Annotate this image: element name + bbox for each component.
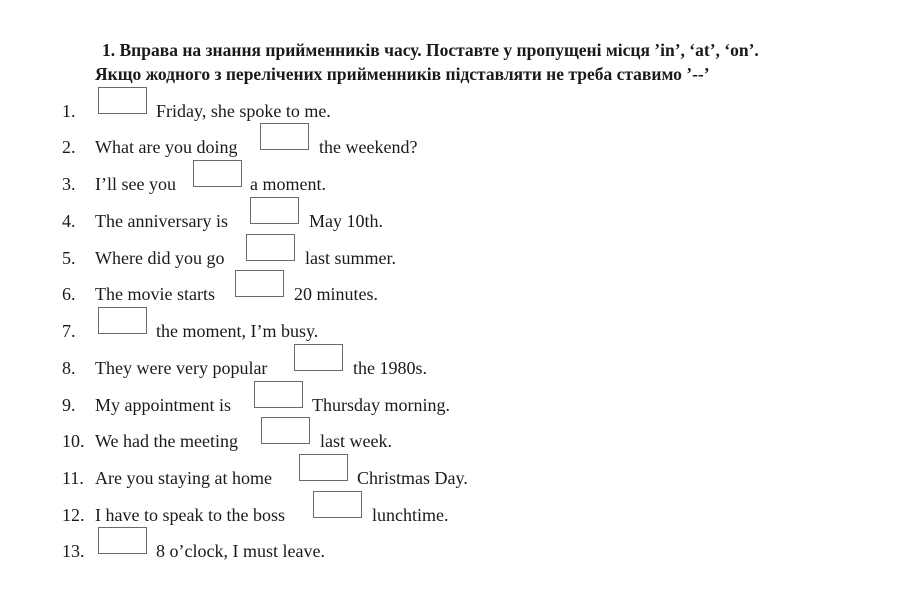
- item-number: 3.: [62, 174, 76, 194]
- item-text-before: What are you doing: [95, 137, 238, 157]
- item-text-before: I have to speak to the boss: [95, 505, 285, 525]
- answer-blank-6[interactable]: [235, 270, 284, 297]
- item-text-before: My appointment is: [95, 395, 231, 415]
- item-text-before: They were very popular: [95, 358, 268, 378]
- item-number: 13.: [62, 541, 85, 561]
- item-text-after: Thursday morning.: [312, 395, 450, 415]
- item-number: 1.: [62, 101, 76, 121]
- answer-blank-7[interactable]: [98, 307, 147, 334]
- answer-blank-11[interactable]: [299, 454, 348, 481]
- item-text-after: 8 o’clock, I must leave.: [156, 541, 325, 561]
- answer-blank-1[interactable]: [98, 87, 147, 114]
- item-number: 11.: [62, 468, 84, 488]
- item-number: 2.: [62, 137, 76, 157]
- item-text-after: 20 minutes.: [294, 284, 378, 304]
- item-text-after: the 1980s.: [353, 358, 427, 378]
- item-number: 5.: [62, 248, 76, 268]
- item-text-after: the weekend?: [319, 137, 418, 157]
- item-text-after: lunchtime.: [372, 505, 449, 525]
- item-text-before: Are you staying at home: [95, 468, 272, 488]
- item-text-before: The movie starts: [95, 284, 215, 304]
- answer-blank-2[interactable]: [260, 123, 309, 150]
- exercise-instruction: Якщо жодного з перелічених прийменників підставляти не треба ставимо ’--’: [95, 64, 710, 84]
- item-text-after: Christmas Day.: [357, 468, 468, 488]
- item-text-before: Where did you go: [95, 248, 225, 268]
- item-number: 10.: [62, 431, 85, 451]
- item-text-after: the moment, I’m busy.: [156, 321, 319, 341]
- item-number: 9.: [62, 395, 76, 415]
- answer-blank-4[interactable]: [250, 197, 299, 224]
- item-text-after: Friday, she spoke to me.: [156, 101, 331, 121]
- item-number: 7.: [62, 321, 76, 341]
- answer-blank-9[interactable]: [254, 381, 303, 408]
- item-text-after: last summer.: [305, 248, 396, 268]
- answer-blank-3[interactable]: [193, 160, 242, 187]
- answer-blank-13[interactable]: [98, 527, 147, 554]
- answer-blank-8[interactable]: [294, 344, 343, 371]
- item-number: 8.: [62, 358, 76, 378]
- item-number: 6.: [62, 284, 76, 304]
- item-number: 12.: [62, 505, 85, 525]
- item-text-before: We had the meeting: [95, 431, 238, 451]
- answer-blank-10[interactable]: [261, 417, 310, 444]
- item-number: 4.: [62, 211, 76, 231]
- item-text-after: May 10th.: [309, 211, 383, 231]
- item-text-after: a moment.: [250, 174, 326, 194]
- item-text-after: last week.: [320, 431, 392, 451]
- item-text-before: The anniversary is: [95, 211, 228, 231]
- answer-blank-12[interactable]: [313, 491, 362, 518]
- exercise-title: 1. Вправа на знання прийменників часу. Поставте у пропущені місця ’in’, ‘at’, ‘on’.: [102, 40, 759, 60]
- item-text-before: I’ll see you: [95, 174, 176, 194]
- answer-blank-5[interactable]: [246, 234, 295, 261]
